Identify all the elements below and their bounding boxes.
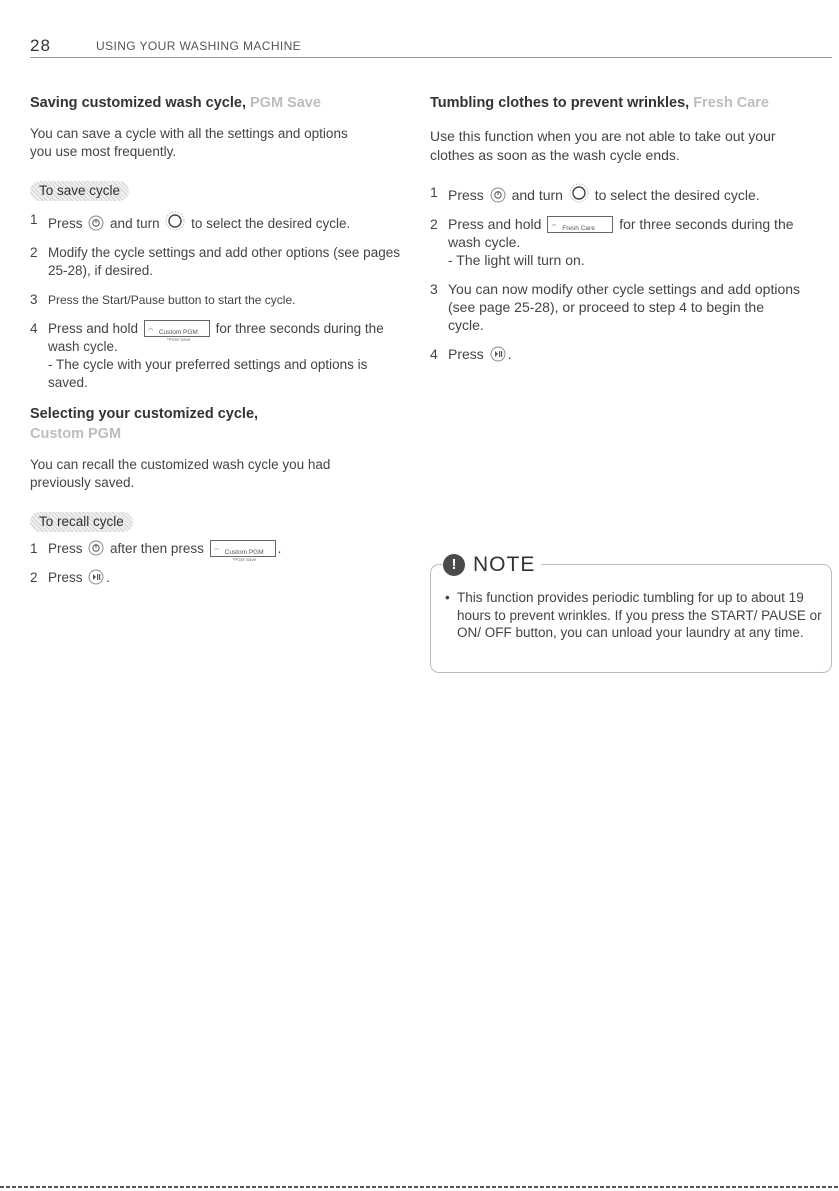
start-pause-icon	[490, 346, 506, 362]
save-cycle-heading: Saving customized wash cycle, PGM Save	[30, 95, 321, 111]
list-item: 1 Press after then press ◠ Custom PGM *PGM Save .	[30, 541, 282, 562]
note-text-block: • This function provides periodic tumbling for up to about 19 hours to prevent wrinkles. If you press the START/ PAUSE or ON/ OFF button, you can unload your laundry at any time.	[445, 590, 822, 640]
select-cycle-heading: Selecting your customized cycle, Custom PGM	[30, 406, 259, 442]
list-item: 3 You can now modify other cycle settings and add options (see page 25-28), or proceed to step 4 to begin the cycle.	[430, 281, 801, 333]
list-item: 2 Press .	[30, 570, 111, 585]
power-button-icon	[88, 540, 104, 556]
save-intro: You can save a cycle with all the settings and options you use most frequently.	[30, 126, 348, 159]
list-item: 2 Press and hold ◠ Fresh Care for three seconds during the wash cycle. - The light will turn on.	[430, 216, 794, 268]
custom-pgm-button-icon: ◠ Custom PGM *PGM Save	[210, 540, 276, 557]
cycle-dial-icon	[165, 211, 185, 231]
custom-pgm-button-icon: ◠ Custom PGM *PGM Save	[144, 320, 210, 337]
list-item: 1 Press and turn to select the desired cycle.	[430, 184, 760, 203]
page-number: 28	[30, 36, 51, 55]
right-column	[430, 93, 810, 374]
recall-steps	[30, 540, 410, 587]
power-button-icon	[88, 215, 104, 231]
page-footer-line	[0, 1186, 839, 1188]
section-title: USING YOUR WASHING MACHINE	[96, 39, 302, 53]
note-box	[430, 553, 832, 673]
start-pause-icon	[88, 569, 104, 585]
power-button-icon	[490, 187, 506, 203]
save-steps	[30, 211, 410, 392]
tumbling-steps	[430, 183, 810, 363]
pgm-save-code: PGM Save	[250, 95, 321, 111]
list-item: 4 Press and hold ◠ Custom PGM *PGM Save for three seconds during the wash cycle. - The cycle with your preferred settings and options is saved.	[30, 321, 384, 390]
info-icon: !	[443, 554, 465, 576]
list-item: 4 Press .	[430, 346, 512, 362]
tumbling-heading: Tumbling clothes to prevent wrinkles, Fresh Care	[430, 95, 769, 111]
list-item: 3 Press the Start/Pause button to start the cycle.	[30, 292, 296, 307]
custom-pgm-code: Custom PGM	[30, 426, 122, 442]
to-save-cycle-label: To save cycle	[30, 181, 129, 201]
fresh-care-button-icon: ◠ Fresh Care	[547, 216, 613, 233]
note-text: This function provides periodic tumbling for up to about 19 hours to prevent wrinkles. If you press the START/ PAUSE or ON/ OFF button, you can unload your laundry at any time.	[457, 590, 822, 640]
left-column	[30, 93, 410, 598]
page-header	[30, 36, 832, 58]
fresh-care-code: Fresh Care	[693, 95, 769, 111]
tumbling-intro: Use this function when you are not able to take out your clothes as soon as the wash cycle ends.	[430, 128, 776, 163]
to-recall-cycle-label: To recall cycle	[30, 512, 133, 532]
list-item: 2 Modify the cycle settings and add other options (see pages 25-28), if desired.	[30, 245, 400, 278]
note-header	[443, 551, 541, 579]
select-intro: You can recall the customized wash cycle you had previously saved.	[30, 457, 331, 490]
list-item: 1 Press and turn to select the desired cycle.	[30, 212, 351, 231]
cycle-dial-icon	[569, 183, 589, 203]
note-title: NOTE	[473, 553, 536, 576]
